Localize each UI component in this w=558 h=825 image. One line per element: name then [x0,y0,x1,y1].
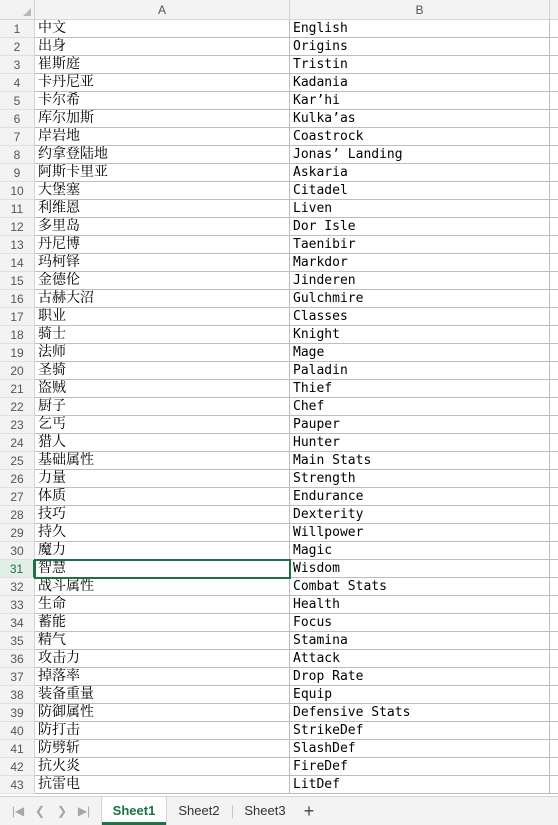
cell-chinese[interactable]: 智慧 [35,560,290,578]
row-number[interactable]: 8 [0,146,35,164]
cell-empty[interactable] [550,182,558,200]
table-row [0,308,558,326]
cell-empty[interactable] [550,650,558,668]
tab-sheet2[interactable]: Sheet2 [178,803,220,818]
cell-english[interactable]: Magic [290,542,550,560]
table-row [0,542,558,560]
row-number[interactable]: 35 [0,632,35,650]
table-row [0,596,558,614]
cell-chinese[interactable]: 战斗属性 [35,578,290,596]
table-row [0,218,558,236]
cell-chinese[interactable]: 职业 [35,308,290,326]
cell-english[interactable]: Focus [290,614,550,632]
cell-empty[interactable] [550,758,558,776]
cell-english[interactable]: Origins [290,38,550,56]
cell-empty[interactable] [550,20,558,38]
cell-english[interactable]: Attack [290,650,550,668]
cell-english[interactable]: Stamina [290,632,550,650]
row-number[interactable]: 30 [0,542,35,560]
cell-english[interactable]: Thief [290,380,550,398]
cell-empty[interactable] [550,272,558,290]
cell-english[interactable]: Equip [290,686,550,704]
cell-empty[interactable] [550,290,558,308]
cell-empty[interactable] [550,614,558,632]
cell-english[interactable]: Endurance [290,488,550,506]
cell-english[interactable]: Dor Isle [290,218,550,236]
cell-chinese[interactable]: 卡尔希 [35,92,290,110]
cell-english[interactable]: Jonas’ Landing [290,146,550,164]
cell-english[interactable]: Kadania [290,74,550,92]
row-number[interactable]: 33 [0,596,35,614]
row-number[interactable]: 9 [0,164,35,182]
cell-english[interactable]: Jinderen [290,272,550,290]
row-number[interactable]: 14 [0,254,35,272]
cell-english[interactable]: Askaria [290,164,550,182]
table-row [0,614,558,632]
row-number[interactable]: 42 [0,758,35,776]
cell-empty[interactable] [550,524,558,542]
cell-chinese[interactable]: 多里岛 [35,218,290,236]
cell-empty[interactable] [550,110,558,128]
cell-chinese[interactable]: 装备重量 [35,686,290,704]
cell-empty[interactable] [550,362,558,380]
cell-empty[interactable] [550,56,558,74]
table-row [0,236,558,254]
cell-chinese[interactable]: 金德伦 [35,272,290,290]
table-row [0,632,558,650]
column-header-a[interactable]: A [35,0,290,20]
first-sheet-icon[interactable]: |◀ [11,804,25,818]
cell-chinese[interactable]: 玛柯铎 [35,254,290,272]
cell-chinese[interactable]: 法师 [35,344,290,362]
cell-english[interactable]: Drop Rate [290,668,550,686]
row-number[interactable]: 19 [0,344,35,362]
row-number[interactable]: 24 [0,434,35,452]
row-number[interactable]: 39 [0,704,35,722]
cell-english[interactable]: SlashDef [290,740,550,758]
cell-english[interactable]: Defensive Stats [290,704,550,722]
row-number[interactable]: 34 [0,614,35,632]
table-row [0,326,558,344]
cell-chinese[interactable]: 圣骑 [35,362,290,380]
cell-chinese[interactable]: 厨子 [35,398,290,416]
table-row [0,290,558,308]
cell-english[interactable]: English [290,20,550,38]
cell-chinese[interactable]: 盗贼 [35,380,290,398]
table-row [0,74,558,92]
cell-english[interactable]: Hunter [290,434,550,452]
cell-english[interactable]: Dexterity [290,506,550,524]
cell-english[interactable]: Gulchmire [290,290,550,308]
cell-chinese[interactable]: 防御属性 [35,704,290,722]
table-row [0,506,558,524]
add-sheet-icon[interactable]: + [303,801,315,821]
cell-chinese[interactable]: 丹尼博 [35,236,290,254]
cell-empty[interactable] [550,506,558,524]
column-header-b[interactable]: B [290,0,550,20]
row-number[interactable]: 2 [0,38,35,56]
cell-chinese[interactable]: 卡丹尼亚 [35,74,290,92]
table-row [0,668,558,686]
row-number[interactable]: 17 [0,308,35,326]
table-row [0,452,558,470]
sheet-tab-bar [0,796,558,825]
cell-empty[interactable] [550,488,558,506]
table-row [0,344,558,362]
row-number[interactable]: 1 [0,20,35,38]
cell-english[interactable]: Wisdom [290,560,550,578]
row-number[interactable]: 10 [0,182,35,200]
cell-empty[interactable] [550,560,558,578]
row-number[interactable]: 41 [0,740,35,758]
cell-chinese[interactable]: 古赫大沼 [35,290,290,308]
table-row [0,20,558,38]
table-row [0,704,558,722]
cell-english[interactable]: Kulka’as [290,110,550,128]
cell-empty[interactable] [550,254,558,272]
cell-empty[interactable] [550,434,558,452]
cell-chinese[interactable]: 抗火炎 [35,758,290,776]
cell-english[interactable]: Mage [290,344,550,362]
row-number[interactable]: 21 [0,380,35,398]
table-row [0,272,558,290]
cell-english[interactable]: Citadel [290,182,550,200]
cell-english[interactable]: FireDef [290,758,550,776]
cell-english[interactable]: Chef [290,398,550,416]
cell-empty[interactable] [550,38,558,56]
cell-chinese[interactable]: 力量 [35,470,290,488]
cell-chinese[interactable]: 骑士 [35,326,290,344]
row-number[interactable]: 12 [0,218,35,236]
cell-english[interactable]: Paladin [290,362,550,380]
select-all-corner[interactable] [0,0,35,20]
table-row [0,254,558,272]
table-row [0,416,558,434]
cell-english[interactable]: Taenibir [290,236,550,254]
cell-chinese[interactable]: 岸岩地 [35,128,290,146]
table-row [0,686,558,704]
table-row [0,722,558,740]
cell-chinese[interactable]: 攻击力 [35,650,290,668]
cell-empty[interactable] [550,596,558,614]
table-row [0,398,558,416]
cell-empty[interactable] [550,146,558,164]
cell-chinese[interactable]: 魔力 [35,542,290,560]
cell-english[interactable]: StrikeDef [290,722,550,740]
cell-english[interactable]: Kar’hi [290,92,550,110]
table-row [0,650,558,668]
cell-english[interactable]: Combat Stats [290,578,550,596]
row-number[interactable]: 26 [0,470,35,488]
cell-empty[interactable] [550,740,558,758]
cell-empty[interactable] [550,344,558,362]
cell-empty[interactable] [550,398,558,416]
cell-chinese[interactable]: 大堡塞 [35,182,290,200]
cell-chinese[interactable]: 猎人 [35,434,290,452]
row-number[interactable]: 13 [0,236,35,254]
cell-empty[interactable] [550,326,558,344]
cell-empty[interactable] [550,200,558,218]
row-number[interactable]: 3 [0,56,35,74]
column-header-overflow[interactable] [550,0,558,20]
row-number[interactable]: 7 [0,128,35,146]
cell-empty[interactable] [550,542,558,560]
tab-sheet1[interactable]: Sheet1 [102,797,166,825]
row-number[interactable]: 40 [0,722,35,740]
cell-empty[interactable] [550,452,558,470]
row-number[interactable]: 38 [0,686,35,704]
cell-empty[interactable] [550,668,558,686]
row-number[interactable]: 11 [0,200,35,218]
table-row [0,182,558,200]
cell-chinese[interactable]: 防劈斩 [35,740,290,758]
tab-sheet3[interactable]: Sheet3 [244,803,286,818]
row-number[interactable]: 28 [0,506,35,524]
row-number[interactable]: 16 [0,290,35,308]
cell-english[interactable]: Health [290,596,550,614]
cell-english[interactable]: Tristin [290,56,550,74]
row-number[interactable]: 4 [0,74,35,92]
row-number[interactable]: 23 [0,416,35,434]
cell-empty[interactable] [550,380,558,398]
table-row [0,164,558,182]
cell-english[interactable]: Coastrock [290,128,550,146]
cell-english[interactable]: Classes [290,308,550,326]
cell-chinese[interactable]: 阿斯卡里亚 [35,164,290,182]
table-row [0,92,558,110]
cell-empty[interactable] [550,578,558,596]
cell-empty[interactable] [550,128,558,146]
cell-empty[interactable] [550,632,558,650]
cell-english[interactable]: Strength [290,470,550,488]
cell-chinese[interactable]: 中文 [35,20,290,38]
last-sheet-icon[interactable]: ▶| [77,804,91,818]
row-number[interactable]: 25 [0,452,35,470]
cell-english[interactable]: Markdor [290,254,550,272]
table-row [0,776,558,794]
table-row [0,380,558,398]
row-number[interactable]: 32 [0,578,35,596]
cell-empty[interactable] [550,92,558,110]
cell-chinese[interactable]: 库尔加斯 [35,110,290,128]
cell-chinese[interactable]: 技巧 [35,506,290,524]
cell-chinese[interactable]: 乞丐 [35,416,290,434]
table-row [0,578,558,596]
cell-english[interactable]: Knight [290,326,550,344]
table-row [0,362,558,380]
cell-chinese[interactable]: 掉落率 [35,668,290,686]
cell-english[interactable]: Willpower [290,524,550,542]
table-row [0,128,558,146]
table-row [0,470,558,488]
row-number[interactable]: 6 [0,110,35,128]
cell-empty[interactable] [550,470,558,488]
cell-empty[interactable] [550,686,558,704]
cell-chinese[interactable]: 基础属性 [35,452,290,470]
cell-chinese[interactable]: 生命 [35,596,290,614]
cell-chinese[interactable]: 体质 [35,488,290,506]
table-row [0,758,558,776]
cell-chinese[interactable]: 约拿登陆地 [35,146,290,164]
table-row [0,434,558,452]
table-row [0,488,558,506]
row-number[interactable]: 43 [0,776,35,794]
cell-empty[interactable] [550,236,558,254]
row-number[interactable]: 22 [0,398,35,416]
table-row [0,560,558,578]
row-number[interactable]: 36 [0,650,35,668]
cell-empty[interactable] [550,722,558,740]
cell-rows [0,20,558,794]
cell-chinese[interactable]: 持久 [35,524,290,542]
row-number[interactable]: 27 [0,488,35,506]
table-row [0,56,558,74]
cell-english[interactable]: Liven [290,200,550,218]
table-row [0,38,558,56]
cell-chinese[interactable]: 出身 [35,38,290,56]
cell-chinese[interactable]: 防打击 [35,722,290,740]
cell-empty[interactable] [550,776,558,794]
cell-english[interactable]: Main Stats [290,452,550,470]
row-number[interactable]: 18 [0,326,35,344]
prev-sheet-icon[interactable]: ❮ [34,804,46,818]
cell-empty[interactable] [550,164,558,182]
row-number[interactable]: 5 [0,92,35,110]
row-number[interactable]: 29 [0,524,35,542]
table-row [0,740,558,758]
cell-empty[interactable] [550,74,558,92]
table-row [0,200,558,218]
cell-chinese[interactable]: 崔斯庭 [35,56,290,74]
cell-chinese[interactable]: 蓄能 [35,614,290,632]
cell-chinese[interactable]: 精气 [35,632,290,650]
cell-empty[interactable] [550,704,558,722]
table-row [0,524,558,542]
cell-empty[interactable] [550,308,558,326]
row-number[interactable]: 20 [0,362,35,380]
cell-english[interactable]: Pauper [290,416,550,434]
cell-empty[interactable] [550,416,558,434]
table-row [0,146,558,164]
cell-empty[interactable] [550,218,558,236]
next-sheet-icon[interactable]: ❯ [56,804,68,818]
cell-chinese[interactable]: 利维恩 [35,200,290,218]
cell-chinese[interactable]: 抗雷电 [35,776,290,794]
row-number[interactable]: 15 [0,272,35,290]
cell-english[interactable]: LitDef [290,776,550,794]
row-number[interactable]: 37 [0,668,35,686]
row-number[interactable]: 31 [0,560,35,578]
table-row [0,110,558,128]
